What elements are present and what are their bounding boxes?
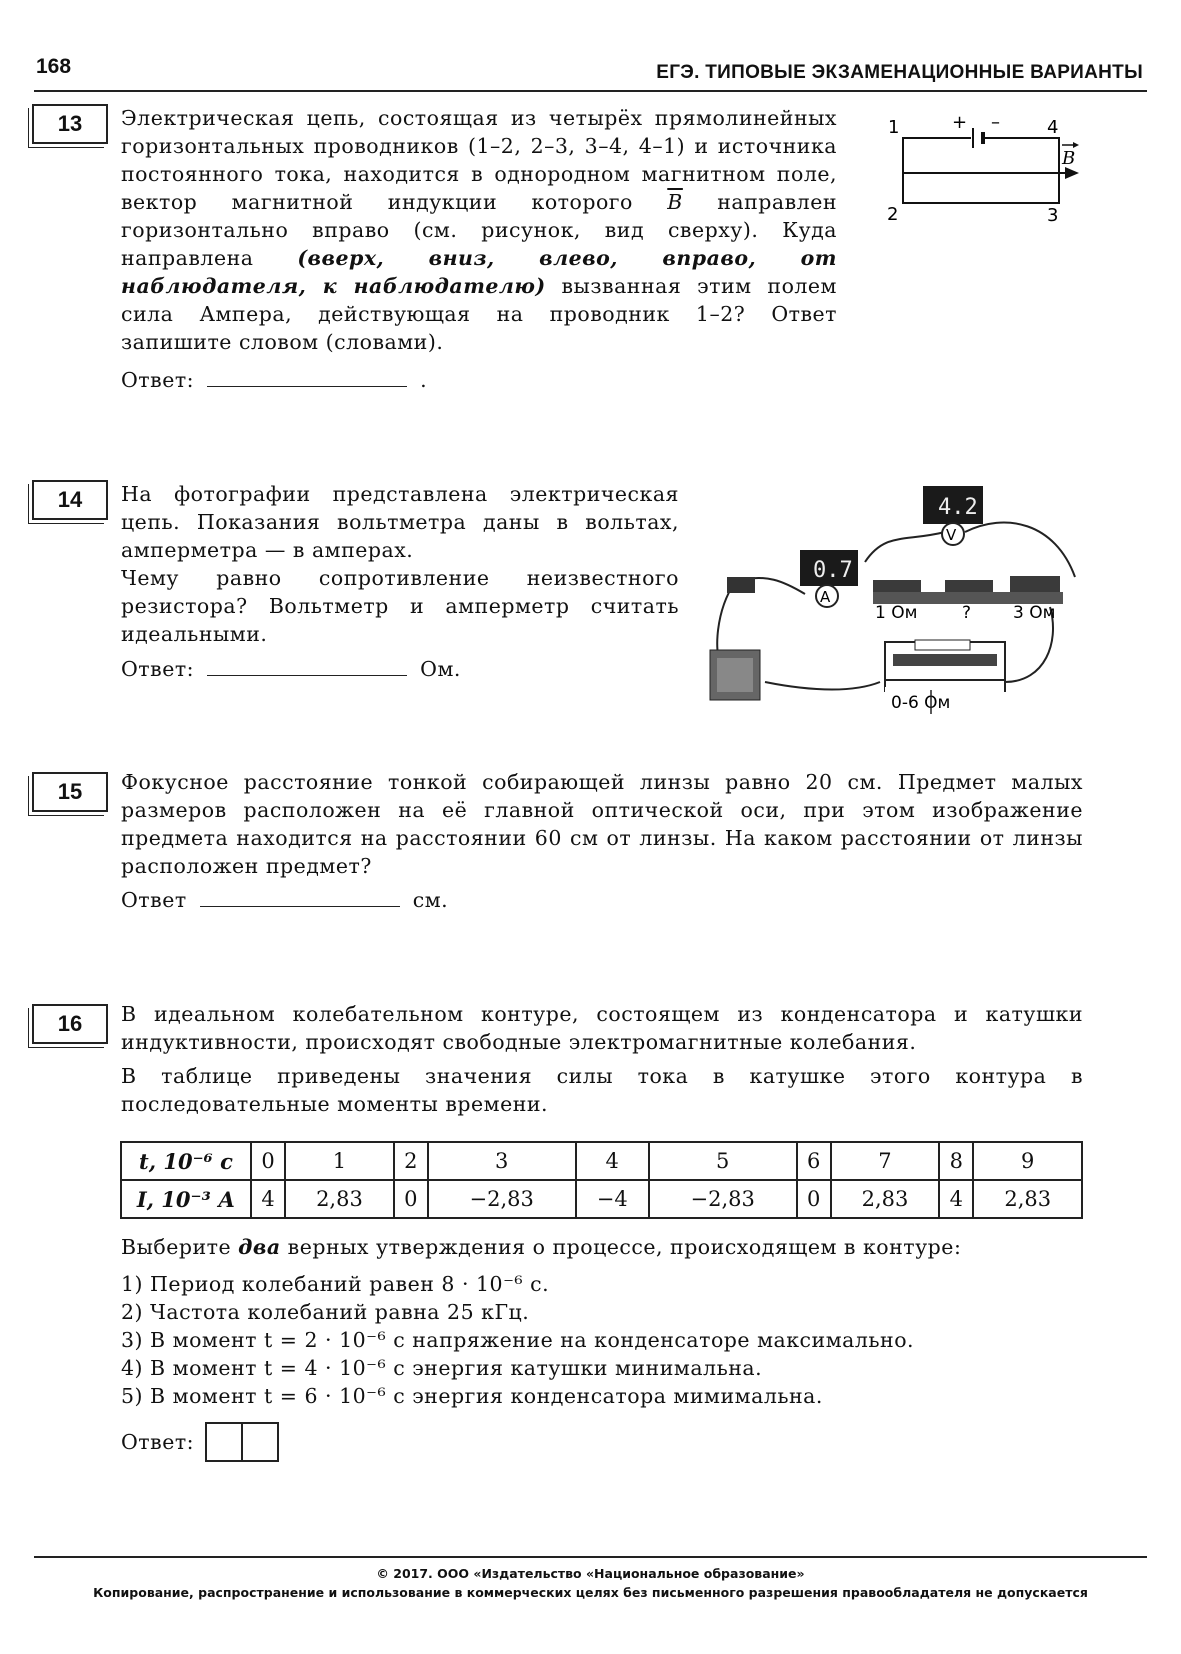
label-3: 3 — [1047, 205, 1059, 226]
q16-answer-box-1[interactable] — [205, 1422, 243, 1462]
q16-options — [121, 1270, 1083, 1410]
header-rule — [34, 90, 1147, 92]
footer-copyright: © 2017. ООО «Издательство «Национальное образование» — [376, 1566, 805, 1581]
list-item: 5) В момент t = 6 · 10⁻⁶ с энергия конденсатора мимимальна. — [121, 1384, 823, 1408]
q14-text-1: На фотографии представлена электрическая цепь. Показания вольтметра даны в вольтах, амперметра — в амперах. — [121, 482, 679, 562]
footer-notice: Копирование, распространение и использование в коммерческих целях без письменного разрешения правообладателя не допускается — [93, 1585, 1088, 1600]
table-cell: −2,83 — [428, 1180, 576, 1218]
table-cell: 2 — [394, 1142, 428, 1180]
label-1: 1 — [888, 117, 900, 138]
q16-prompt-emphasis: два — [238, 1235, 281, 1259]
q14-text-2: Чему равно сопротивление неизвестного резистора? Вольтметр и амперметр считать идеальными. — [121, 566, 679, 646]
q16-text-2: В таблице приведены значения силы тока в катушке этого контура в последовательные моменты времени. — [121, 1064, 1083, 1116]
rheostat-label: 0-6 Ом — [891, 693, 951, 713]
resistor-unknown-label: ? — [962, 603, 972, 623]
question-13-number: 13 — [32, 104, 108, 144]
table-cell: 2,83 — [973, 1180, 1082, 1218]
question-13-text — [121, 104, 837, 356]
minus-sign: – — [991, 112, 1000, 133]
q16-answer-label: Ответ: — [121, 1430, 195, 1454]
q15-answer-label: Ответ — [121, 888, 187, 912]
table-cell: 4 — [939, 1180, 973, 1218]
question-15-number: 15 — [32, 772, 108, 812]
q16-prompt: Выберите два верных утверждения о процессе, происходящем в контуре: — [121, 1235, 962, 1259]
q13-text-2: направлен горизонтально вправо (см. рисунок, вид сверху). Куда направлена — [121, 190, 837, 270]
voltmeter-symbol: V — [946, 526, 957, 544]
q14-answer-field[interactable] — [207, 655, 407, 676]
circuit-diagram — [875, 108, 1095, 233]
question-14-text — [121, 480, 679, 648]
table-cell: 0 — [797, 1180, 831, 1218]
table-cell: 9 — [973, 1142, 1082, 1180]
table-cell: 2,83 — [831, 1180, 940, 1218]
ammeter-reading: 0.7 — [813, 558, 853, 583]
q15-answer-field[interactable] — [200, 886, 400, 907]
q13-answer-label: Ответ: — [121, 368, 195, 392]
q13-answer-row — [121, 366, 427, 392]
running-head: ЕГЭ. ТИПОВЫЕ ЭКЗАМЕНАЦИОННЫЕ ВАРИАНТЫ — [656, 62, 1143, 83]
q13-answer-field[interactable] — [207, 366, 407, 387]
circuit-photo — [705, 482, 1095, 722]
footer-rule — [34, 1556, 1147, 1558]
question-16-number: 16 — [32, 1004, 108, 1044]
q16-text-1: В идеальном колебательном контуре, состоящем из конденсатора и катушки индуктивности, происходят свободные электромагнитные колебания. — [121, 1002, 1083, 1054]
q13-text-1: Электрическая цепь, состоящая из четырёх прямолинейных горизонтальных проводников (1–2, 2–3, 3–4, 4–1) и источника постоянного тока, находится в однородном магнитном поле, вектор магнитной индукции которого — [121, 106, 837, 214]
table-cell: −4 — [576, 1180, 649, 1218]
q15-answer-row — [121, 886, 448, 912]
plus-sign: + — [952, 112, 968, 133]
b-label: B — [1062, 148, 1076, 169]
label-2: 2 — [887, 204, 899, 225]
current-table — [120, 1141, 1083, 1219]
table-header-t: t, 10⁻⁶ с — [121, 1142, 251, 1180]
question-14-number: 14 — [32, 480, 108, 520]
q13-answer-suffix: . — [420, 368, 428, 392]
resistor-1-label: 1 Ом — [875, 603, 918, 623]
table-cell: 0 — [251, 1142, 285, 1180]
q16-answer-box-2[interactable] — [241, 1422, 279, 1462]
table-cell: 4 — [576, 1142, 649, 1180]
question-15-text: Фокусное расстояние тонкой собирающей линзы равно 20 см. Предмет малых размеров расположен на её главной оптической оси, при этом изображение предмета находится на расстоянии 60 см от линзы. На каком расстоянии от линзы расположен предмет? — [121, 770, 1083, 878]
q13-options: (вверх, вниз, влево, вправо, от наблюдателя, к наблюдателю) — [121, 246, 837, 298]
table-cell: 4 — [251, 1180, 285, 1218]
q14-answer-unit: Ом. — [420, 657, 461, 681]
q16-answer-row — [121, 1422, 279, 1462]
q15-answer-unit: см. — [412, 888, 449, 912]
q14-answer-label: Ответ: — [121, 657, 195, 681]
table-header-i: I, 10⁻³ А — [121, 1180, 251, 1218]
table-cell: 7 — [831, 1142, 940, 1180]
table-cell: 3 — [428, 1142, 576, 1180]
list-item: 1) Период колебаний равен 8 · 10⁻⁶ с. — [121, 1272, 550, 1296]
list-item: 4) В момент t = 4 · 10⁻⁶ с энергия катушки минимальна. — [121, 1356, 763, 1380]
table-cell: 0 — [394, 1180, 428, 1218]
list-item: 2) Частота колебаний равна 25 кГц. — [121, 1300, 530, 1324]
vector-b-symbol: $\overline{B}$ — [667, 190, 683, 214]
q14-answer-row — [121, 655, 461, 681]
wire-frame — [903, 138, 1059, 203]
table-cell: 5 — [649, 1142, 797, 1180]
label-4: 4 — [1047, 117, 1059, 138]
resistor-3-label: 3 Ом — [1013, 603, 1056, 623]
q13-text-3: вызванная этим полем сила Ампера, действующая на проводник 1–2? Ответ запишите словом (словами). — [121, 274, 838, 354]
table-cell: −2,83 — [649, 1180, 797, 1218]
table-row-time — [121, 1142, 1082, 1180]
table-cell: 2,83 — [285, 1180, 394, 1218]
table-cell: 6 — [797, 1142, 831, 1180]
table-cell: 8 — [939, 1142, 973, 1180]
table-cell: 1 — [285, 1142, 394, 1180]
list-item: 3) В момент t = 2 · 10⁻⁶ с напряжение на конденсаторе максимально. — [121, 1328, 915, 1352]
ammeter-symbol: A — [820, 588, 831, 606]
voltmeter-reading: 4.2 — [938, 495, 978, 520]
table-row-current — [121, 1180, 1082, 1218]
question-16-text — [121, 1000, 1083, 1118]
page-number: 168 — [36, 55, 72, 78]
